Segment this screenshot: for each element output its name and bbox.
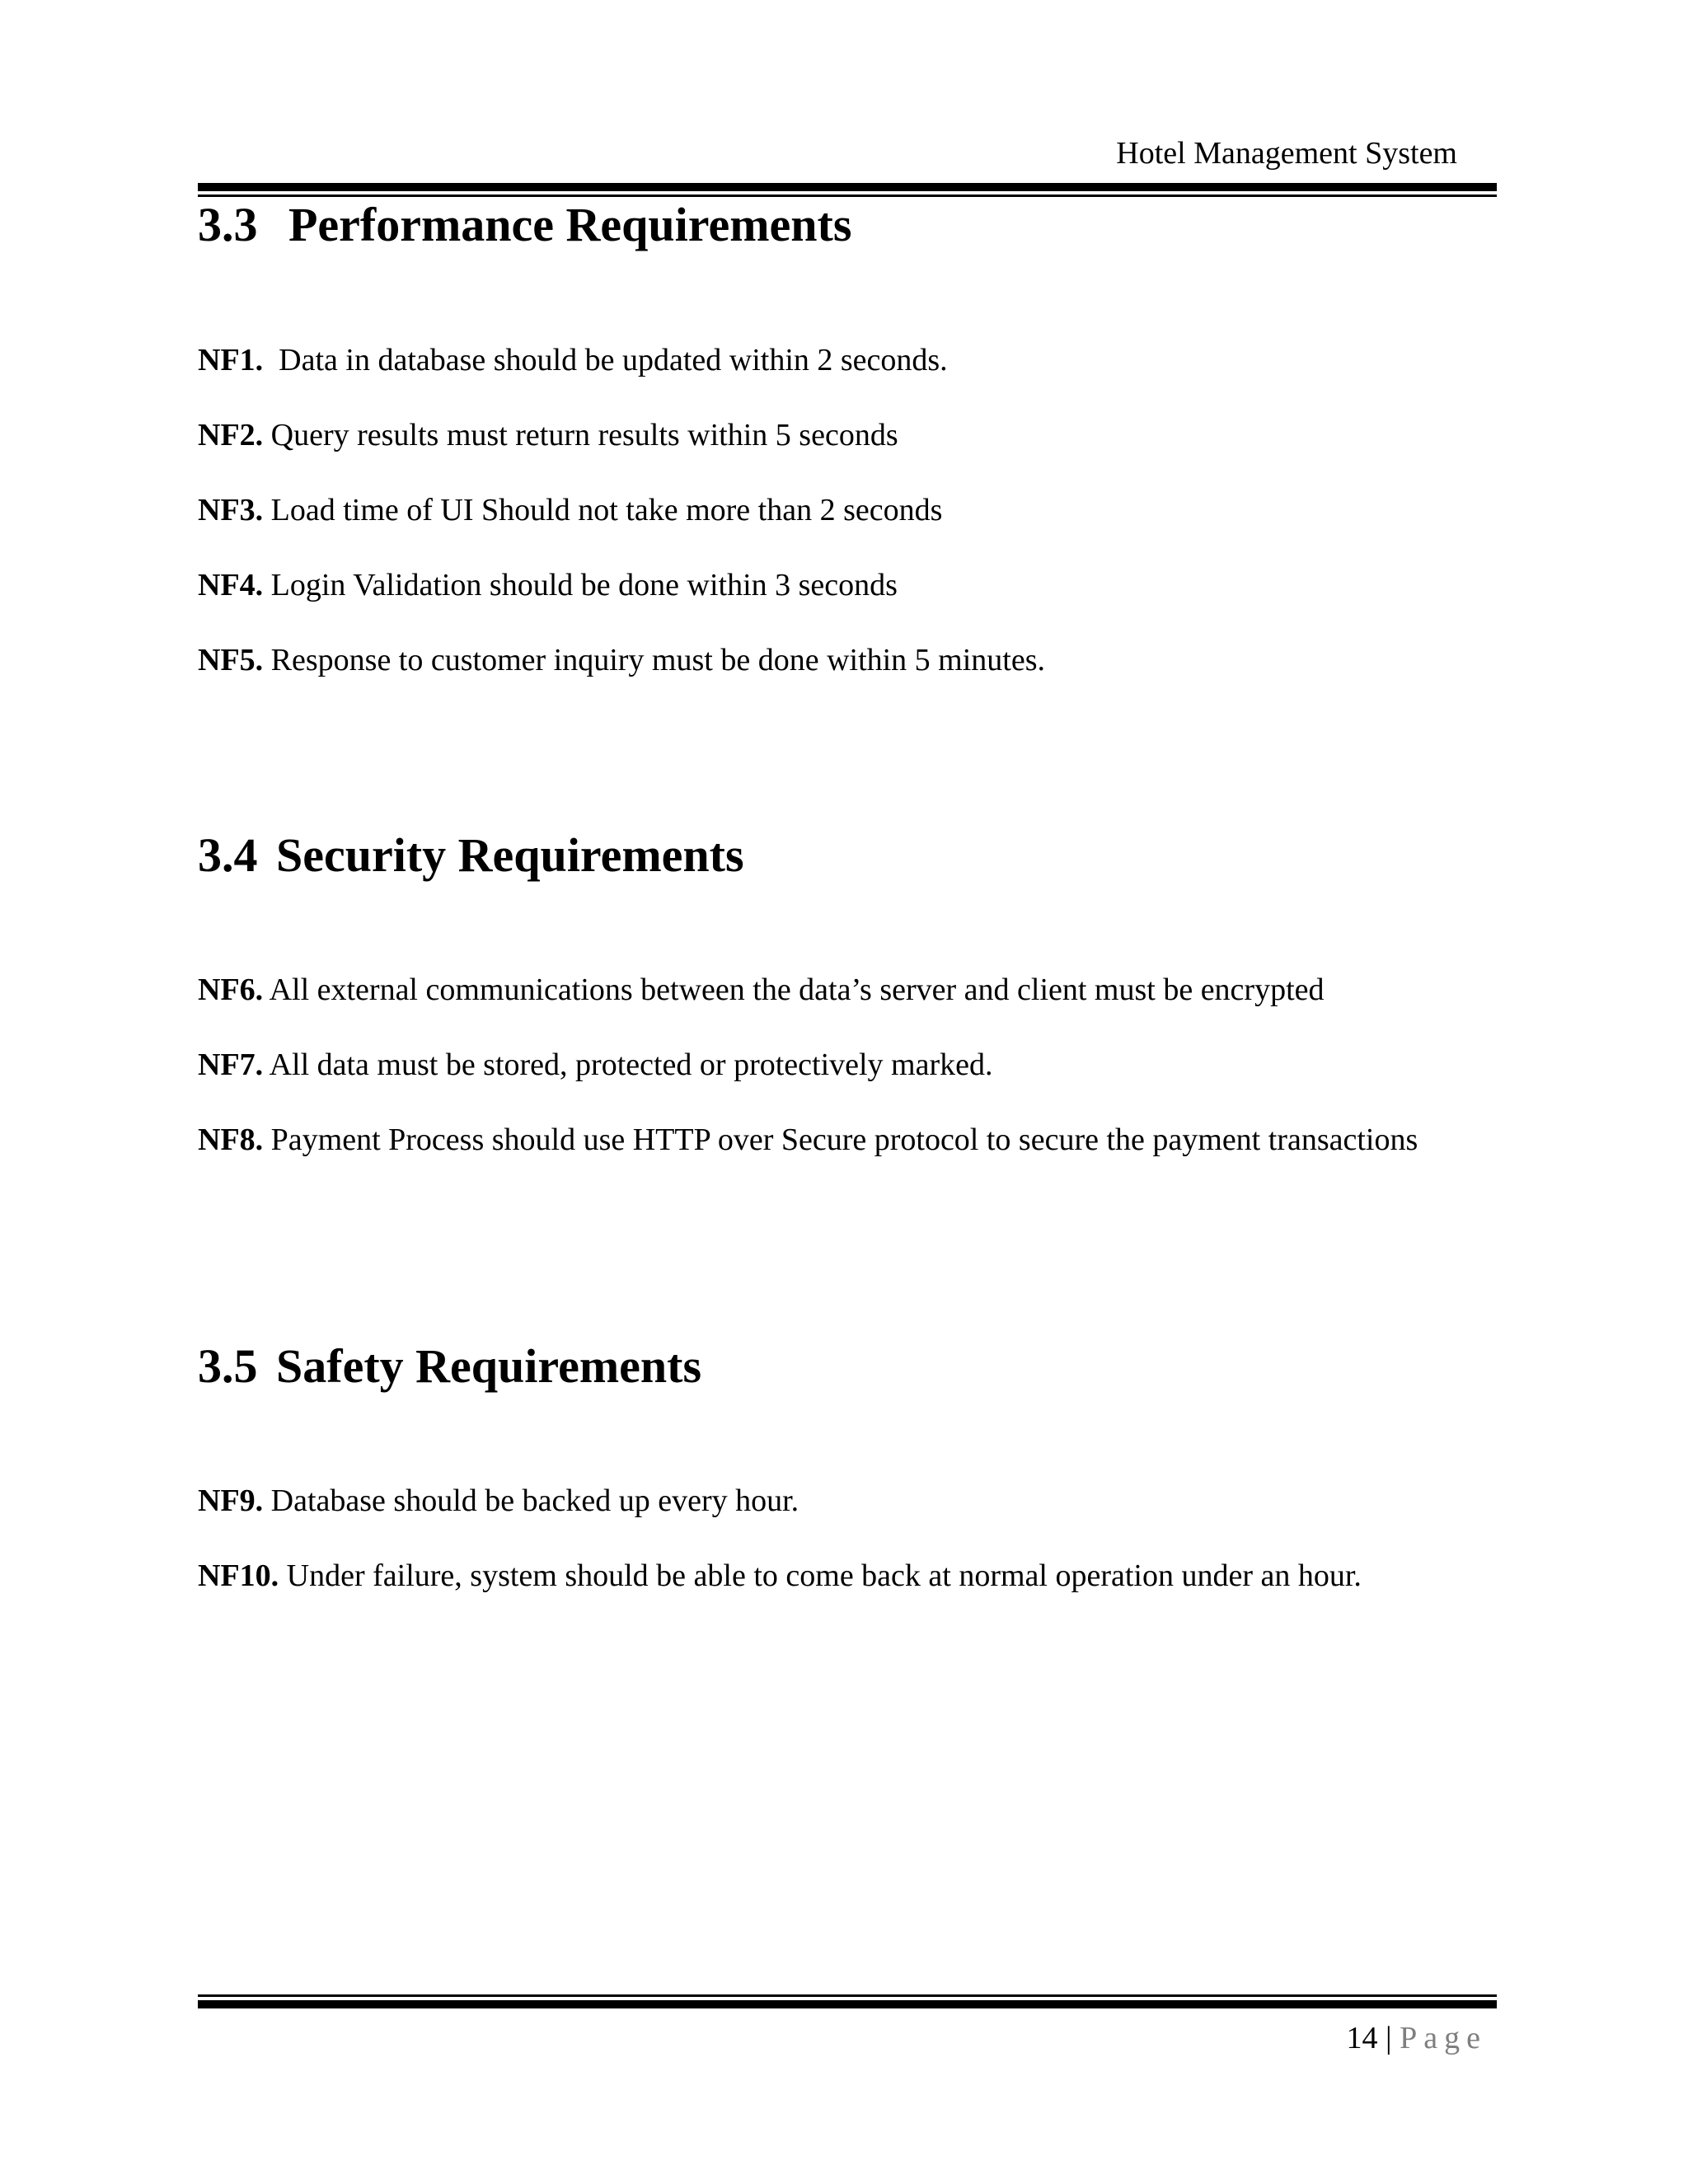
footer-rule (198, 1994, 1497, 2008)
requirement-item (198, 1557, 1362, 1595)
requirement-text: All external communications between the data’s server and client must be encrypted (269, 972, 1325, 1007)
section-title: Performance Requirements (288, 198, 852, 251)
section-heading-security (198, 828, 744, 883)
page-label: Page (1400, 2021, 1487, 2055)
requirement-id: NF7. (198, 1047, 264, 1082)
page-footer (1347, 2019, 1487, 2057)
running-header-title: Hotel Management System (1116, 136, 1457, 171)
requirement-item (198, 1046, 993, 1084)
header-rule (198, 183, 1497, 197)
section-number: 3.3 (198, 198, 258, 251)
page-number: 14 (1346, 2021, 1378, 2055)
requirement-text: Query results must return results within 5 seconds (270, 418, 898, 452)
requirement-item (198, 341, 948, 379)
requirement-id: NF1. (198, 343, 264, 377)
requirement-id: NF3. (198, 493, 264, 527)
requirement-text: All data must be stored, protected or protectively marked. (269, 1047, 993, 1082)
requirement-item (198, 1482, 799, 1520)
requirement-id: NF6. (198, 972, 264, 1007)
section-heading-performance (198, 198, 851, 252)
requirement-id: NF4. (198, 568, 264, 602)
requirement-id: NF5. (198, 643, 264, 677)
requirement-item (198, 491, 942, 529)
section-heading-safety (198, 1339, 701, 1394)
requirement-text: Response to customer inquiry must be done within 5 minutes. (270, 643, 1046, 677)
requirement-item (198, 641, 1045, 679)
requirement-item (198, 1121, 1418, 1159)
requirement-item (198, 971, 1325, 1009)
requirement-item (198, 566, 898, 604)
section-title: Safety Requirements (276, 1339, 702, 1393)
requirement-id: NF10. (198, 1558, 279, 1593)
requirement-id: NF8. (198, 1122, 264, 1157)
requirement-text: Load time of UI Should not take more than 2 seconds (270, 493, 943, 527)
section-title: Security Requirements (276, 828, 744, 882)
requirement-id: NF9. (198, 1483, 264, 1518)
requirement-text: Login Validation should be done within 3 seconds (270, 568, 898, 602)
section-number: 3.4 (198, 828, 258, 882)
requirement-text: Data in database should be updated within 2 seconds. (279, 343, 948, 377)
requirement-id: NF2. (198, 418, 264, 452)
requirement-text: Database should be backed up every hour. (270, 1483, 799, 1518)
requirement-text: Under failure, system should be able to come back at normal operation under an hour. (286, 1558, 1362, 1593)
section-number: 3.5 (198, 1339, 258, 1393)
requirement-item (198, 416, 898, 454)
requirement-text: Payment Process should use HTTP over Secure protocol to secure the payment transactions (270, 1122, 1418, 1157)
page-separator: | (1386, 2021, 1392, 2055)
